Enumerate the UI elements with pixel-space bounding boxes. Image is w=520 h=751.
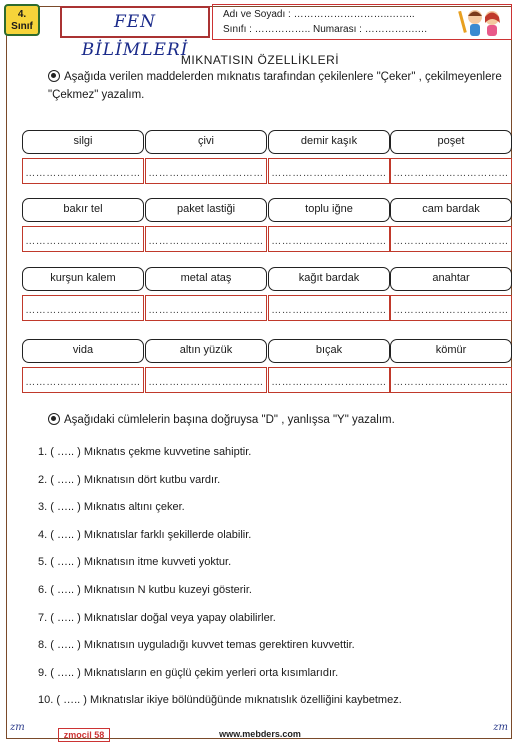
instruction-part2 bbox=[48, 413, 395, 426]
answer-box[interactable]: …………………………… bbox=[22, 158, 144, 184]
item-label: çivi bbox=[145, 130, 267, 154]
instruction-part2-text: Aşağıdaki cümlelerin başına doğruysa "D" , yanlışsa "Y" yazalım. bbox=[64, 414, 395, 426]
grade-label: Sınıf bbox=[11, 21, 33, 32]
item-label: silgi bbox=[22, 130, 144, 154]
left-logo: zm bbox=[10, 722, 25, 733]
student-info-box bbox=[212, 4, 512, 40]
statement-item[interactable]: 1. ( ….. ) Mıknatıs çekme kuvvetine sahiptir. bbox=[38, 446, 252, 458]
answer-box[interactable]: …………………………… bbox=[145, 367, 267, 393]
item-label: paket lastiği bbox=[145, 198, 267, 222]
item-card bbox=[268, 267, 390, 321]
name-field[interactable]: Adı ve Soyadı : ………………………..…….. bbox=[223, 9, 415, 20]
website-link[interactable]: www.mebders.com bbox=[219, 729, 301, 739]
answer-box[interactable]: …………………………… bbox=[145, 158, 267, 184]
answer-box[interactable]: …………………………… bbox=[390, 295, 512, 321]
item-label: kurşun kalem bbox=[22, 267, 144, 291]
footer-badge: zmocil 58 bbox=[58, 728, 110, 742]
item-label: kağıt bardak bbox=[268, 267, 390, 291]
item-card bbox=[390, 339, 512, 393]
item-label: anahtar bbox=[390, 267, 512, 291]
grade-badge bbox=[4, 4, 40, 36]
item-label: bıçak bbox=[268, 339, 390, 363]
instruction-part1-text: Aşağıda verilen maddelerden mıknatıs tarafından çekilenlere "Çeker" , çekilmeyenlere "Çekmez" yazalım. bbox=[48, 71, 502, 101]
answer-box[interactable]: …………………………… bbox=[145, 226, 267, 252]
answer-box[interactable]: …………………………… bbox=[390, 226, 512, 252]
item-card bbox=[390, 198, 512, 252]
statement-item[interactable]: 9. ( ….. ) Mıknatısların en güçlü çekim yerleri orta kısımlarıdır. bbox=[38, 666, 339, 679]
answer-box[interactable]: …………………………… bbox=[268, 367, 390, 393]
flower-bullet-icon bbox=[48, 70, 60, 82]
item-label: toplu iğne bbox=[268, 198, 390, 222]
children-illustration-icon bbox=[455, 7, 507, 37]
item-label: bakır tel bbox=[22, 198, 144, 222]
item-label: vida bbox=[22, 339, 144, 363]
item-label: demir kaşık bbox=[268, 130, 390, 154]
answer-box[interactable]: …………………………… bbox=[390, 367, 512, 393]
item-card bbox=[390, 130, 512, 184]
item-card bbox=[268, 130, 390, 184]
answer-box[interactable]: …………………………… bbox=[145, 295, 267, 321]
statement-item[interactable]: 3. ( ….. ) Mıknatıs altını çeker. bbox=[38, 501, 185, 514]
grade-number: 4. bbox=[17, 9, 27, 20]
item-card bbox=[268, 198, 390, 252]
answer-box[interactable]: …………………………… bbox=[22, 226, 144, 252]
item-card bbox=[390, 267, 512, 321]
flower-bullet-icon bbox=[48, 413, 60, 425]
subject-title: FEN BİLİMLERİ bbox=[60, 6, 210, 38]
answer-box[interactable]: …………………………… bbox=[22, 367, 144, 393]
statement-item[interactable]: 5. ( ….. ) Mıknatısın itme kuvveti yoktur. bbox=[38, 556, 232, 569]
statement-item[interactable]: 6. ( ….. ) Mıknatısın N kutbu kuzeyi gösterir. bbox=[38, 584, 252, 596]
item-card bbox=[22, 339, 144, 393]
item-card bbox=[22, 267, 144, 321]
statement-item[interactable]: 7. ( ….. ) Mıknatıslar doğal veya yapay olabilirler. bbox=[38, 611, 276, 624]
item-label: altın yüzük bbox=[145, 339, 267, 363]
answer-box[interactable]: …………………………… bbox=[268, 295, 390, 321]
item-label: cam bardak bbox=[390, 198, 512, 222]
statement-item[interactable]: 4. ( ….. ) Mıknatıslar farklı şekillerde olabilir. bbox=[38, 528, 252, 541]
answer-box[interactable]: …………………………… bbox=[268, 158, 390, 184]
answer-box[interactable]: …………………………… bbox=[22, 295, 144, 321]
item-card bbox=[145, 130, 267, 184]
page-title: MIKNATISIN ÖZELLİKLERİ bbox=[180, 53, 340, 67]
item-label: kömür bbox=[390, 339, 512, 363]
statement-item[interactable]: 2. ( ….. ) Mıknatısın dört kutbu vardır. bbox=[38, 473, 221, 486]
item-card bbox=[22, 198, 144, 252]
item-card bbox=[145, 198, 267, 252]
item-card bbox=[22, 130, 144, 184]
answer-box[interactable]: …………………………… bbox=[268, 226, 390, 252]
item-card bbox=[268, 339, 390, 393]
item-card bbox=[145, 267, 267, 321]
statement-item[interactable]: 10. ( ….. ) Mıknatıslar ikiye bölündüğünde mıknatıslık özelliğini kaybetmez. bbox=[38, 694, 402, 707]
item-label: metal ataş bbox=[145, 267, 267, 291]
instruction-part1 bbox=[48, 68, 503, 104]
statement-item[interactable]: 8. ( ….. ) Mıknatısın uyguladığı kuvvet temas gerektiren kuvvettir. bbox=[38, 639, 355, 652]
right-logo: zm bbox=[493, 722, 508, 733]
item-card bbox=[145, 339, 267, 393]
answer-box[interactable]: …………………………… bbox=[390, 158, 512, 184]
class-number-field[interactable]: Sınıfı : …………….. Numarası : …………….… bbox=[223, 24, 428, 35]
item-label: poşet bbox=[390, 130, 512, 154]
